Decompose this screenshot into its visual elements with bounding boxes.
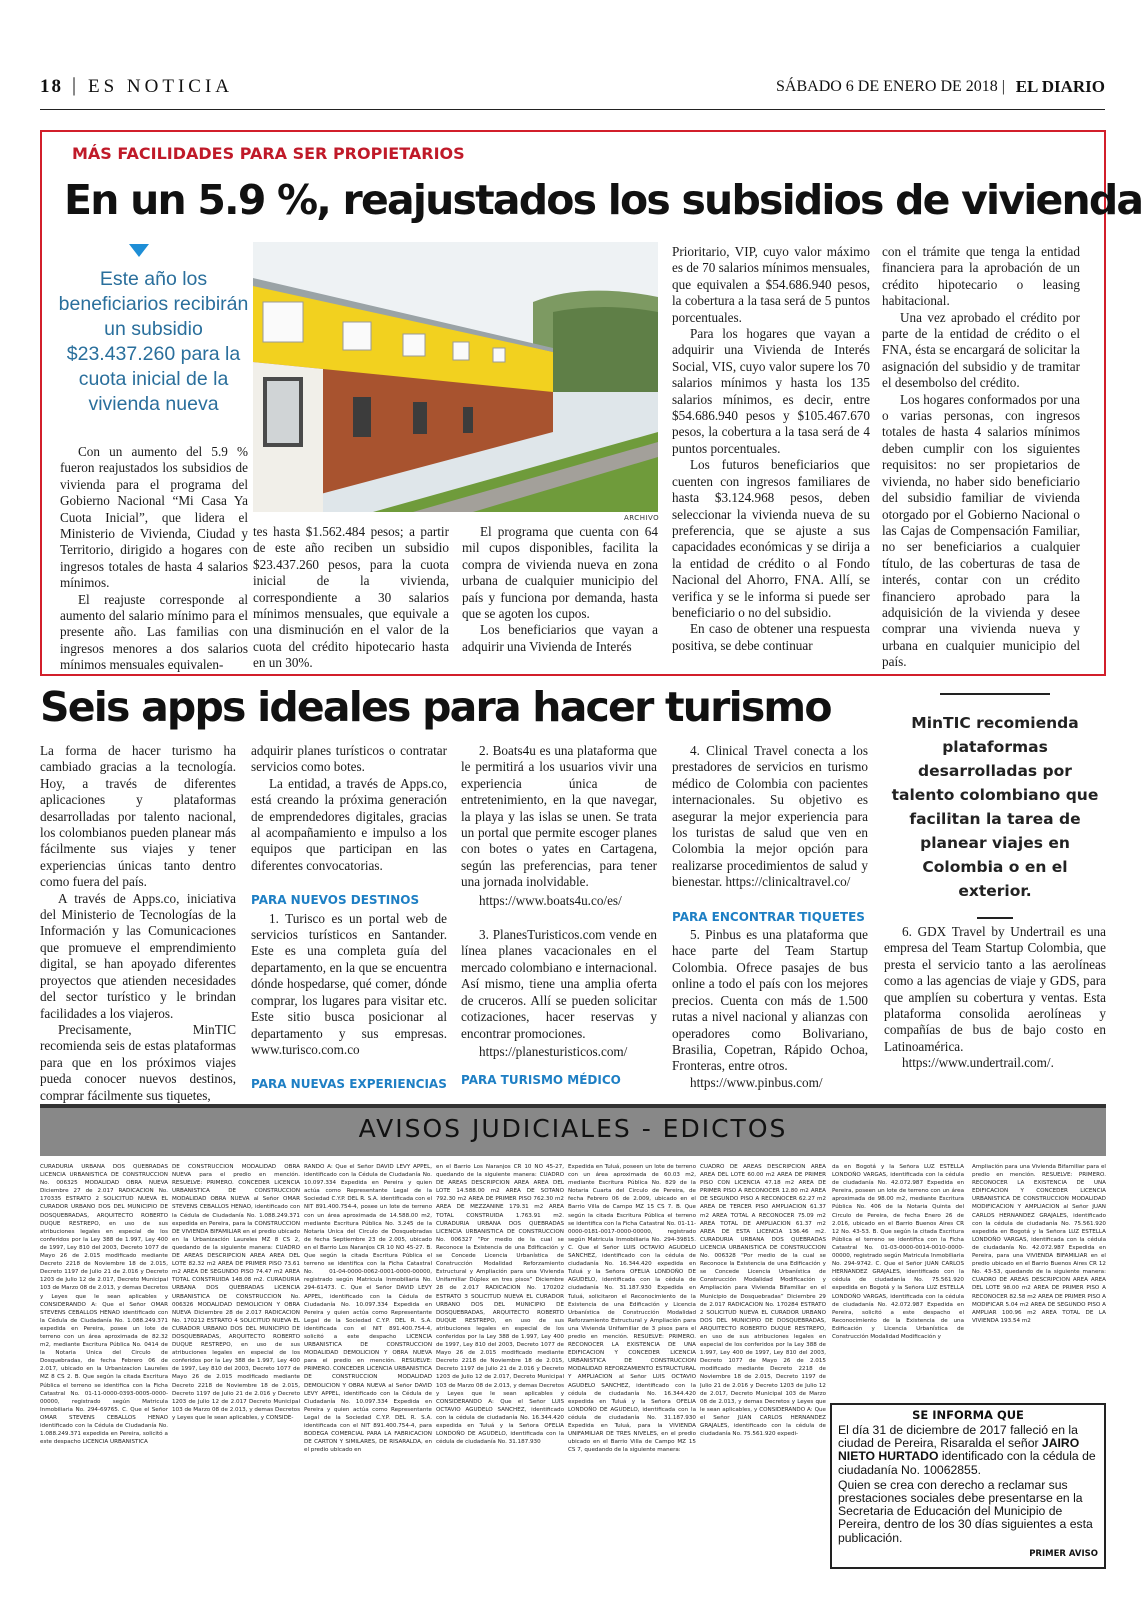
apps-column-4 — [672, 743, 868, 1091]
paragraph: adquirir planes turísticos o contratar servicios como botes. — [251, 743, 447, 775]
header-separator: | — [72, 74, 77, 96]
sidebar-quote — [884, 693, 1106, 919]
legal-column-4: en el Barrio Los Naranjos CR 10 NO 45-27, quedando de la siguiente manera: CUADRO DE AREAS DESCRIPCION AREA AREA DEL LOTE 14.588.00 m2 AREA DE SOTANO 792.30 m2 AREA DE PRIMER PISO 762.30 m2 AREA DE MEZZANINE 179.31 m2 AREA TOTAL CONSTRUIDA 1.763.91 m2. CURADURIA URBANA DOS QUEBRADAS LICENCIA URBANISTICA DE CONSTRUCCION No. 006327 “Por medio de la cual se Reconoce la Existencia de una Edificación y se Concede Licencia Urbanística de Construcción Modalidad Reforzamiento Estructural y Ampliación para una Vivienda Unifamiliar Dúplex en tres pisos” Diciembre 28 de 2.017 RADICACION No. 170202 ESTRATO 3 SOLICITUD NUEVA EL CURADOR URBANO DOS DEL MUNICIPIO DE DOSQUEBRADAS, ARQUITECTO ROBERTO DUQUE RESTREPO, en uso de sus atribuciones legales en especial de los conferidos por la Ley 388 de 1.997, Ley 400 de 1997, Ley 810 del 2003, Decreto 1077 de Mayo 26 de 2.015 modificado mediante Decreto 2218 de Noviembre 18 de 2.015, Decreto 1197 de Julio 21 de 2.016 y Decreto 1203 de Julio 12 de 2.017, Decreto Municipal 103 de Marzo 08 de 2.013, y demas Decretos y Leyes que le sean aplicables y CONSIDERANDO A: Que el Señor LUIS OCTAVIO AGUDELO SANCHEZ, identificado con la cédula de ciudadanía No. 16.344.420 expedida en Tuluá y la Señora OFELIA LONDOÑO DE AGUDELO, identificada con la cédula de ciudadanía No. 31.187.930 — [436, 1164, 564, 1446]
paragraph: Prioritario, VIP, cuyo valor máximo es de 70 salarios mínimos mensuales, que equivalen a $54.686.940 pesos, la cobertura a la tasa será de 5 puntos porcentuales. — [672, 244, 870, 325]
paragraph: 1. Turisco es un portal web de servicios turísticos en Santander. Este es una completa guía del departamento, en la que se encuentra dónde hospedarse, qué comer, dónde comprar, los lugares para visitar etc. Este sitio busca posicionar al departamento y sus empresas. www.turisco.com.co — [251, 910, 447, 1057]
story-column-3 — [462, 524, 658, 655]
paragraph: 3. PlanesTuristicos.com vende en línea planes vacacionales en el mercado colombiano e internacional. Así mismo, tiene una amplia oferta de cruceros. Allí se pueden solicitar cotizaciones, hacer reservas y encontrar promociones. — [461, 927, 657, 1041]
paragraph: Con un aumento del 5.9 % fueron reajustados los subsidios de vivienda para el programa del Gobierno Nacional “Mi Casa Ya Cuota Inicial”, que lidera el Ministerio de Vivienda, Ciudad y Territorio, dirigido a hogares con ingresos totales de hasta 4 salarios mínimos. — [60, 444, 248, 591]
paragraph: tes hasta $1.562.484 pesos; a partir de este año reciben un subsidio $23.437.260 pesos, para la cuota inicial de la vivienda, correspondiente a 30 salarios mínimos mensuales, que equivale a una disminución en el valor de la cuota del crédito hipotecario hasta en un 30%. — [253, 524, 449, 671]
apps-column-3 — [461, 743, 657, 1089]
sidebar-rule-top — [940, 693, 1050, 695]
paragraph: 6. GDX Travel by Undertrail es una empresa del Team Startup Colombia, que presta el servicio tanto a las aerolíneas como a las agencias de viaje y GDS, para que amplíen su cobertura y ventas. Esta plataforma consolida aerolíneas y compañías de bus de bajo costo en Latinoamérica. — [884, 924, 1106, 1054]
paragraph: La forma de hacer turismo ha cambiado gracias a la tecnología. Hoy, a través de diferentes aplicaciones y plataformas desarrolladas por talento nacional, los colombianos pueden planear más fácilmente sus viajes y tener experiencias únicas tanto dentro como fuera del país. — [40, 743, 236, 890]
legal-column-2: DE CONSTRUCCION MODALIDAD OBRA NUEVA para el predio en mención. RESUELVE: PRIMERO. CONCEDER LICENCIA URBANISTICA DE CONSTRUCCION MODALIDAD OBRA NUEVA al Señor OMAR STEVENS CEBALLOS HENAO, identificado con la Cédula de Ciudadanía No. 1.088.249.371 expedida en Pereira, para la CONSTRUCCION DE VIVIENDA BIFAMILIAR en el predio ubicado en la Urbanización Laureles MZ 8 CS 2, quedando de la siguiente manera: CUADRO DE AREAS DESCRIPCION AREA AREA DEL LOTE 82.32 m2 AREA DE PRIMER PISO 73.61 m2 AREA DE SEGUNDO PISO 74.47 m2 AREA TOTAL CONSTRUIDA 148.08 m2. CURADURIA URBANA DOS QUEBRADAS LICENCIA URBANISTICA DE CONSTRUCCION No. 006326 MODALIDAD DEMOLICION Y OBRA NUEVA Diciembre 28 de 2.017 RADICACION No. 170212 ESTRATO 4 SOLICITUD NUEVA EL CURADOR URBANO DOS DEL MUNICIPIO DE DOSQUEBRADAS, ARQUITECTO ROBERTO DUQUE RESTREPO, en uso de sus atribuciones legales en especial de los conferidos por la Ley 388 de 1.997, Ley 400 de 1997, Ley 810 del 2003, Decreto 1077 de Mayo 26 de 2.015 modificado mediante Decreto 2218 de Noviembre 18 de 2.015, Decreto 1197 de Julio 21 de 2.016 y Decreto 1203 de Julio 12 de 2.017 Decreto Municipal 103 de Marzo 08 de 2.013, y demas Decretos y Leyes que le sean aplicables, y CONSIDE- — [172, 1164, 300, 1421]
paragraph: 5. Pinbus es una plataforma que hace parte del Team Startup Colombia. Ofrece pasajes de bus online a todo el país con los mejores precios. Cuenta con más de 1.500 rutas a nivel nacional y alianzas con operadores como Bolivariano, Brasilia, Copetran, Rápido Ochoa, Fronteras, entre otros. — [672, 927, 868, 1074]
page-number: 18 — [40, 76, 63, 97]
banner-top-rule — [40, 1104, 1106, 1108]
apps-column-2 — [251, 743, 447, 1093]
paragraph: Los futuros beneficiarios que cuenten con ingresos familiares de hasta $3.124.968 pesos, deben seleccionar la vivienda nueva de su preferencia, que se ajuste a sus capacidades económicas y se dirija a la entidad de crédito o al Fondo Nacional del Ahorro, FNA. Allí, se verifica y se le informa si puede ser beneficiario o no del subsidio. — [672, 457, 870, 620]
legal-notices-title: AVISOS JUDICIALES - EDICTOS — [358, 1114, 788, 1143]
issue-date: SÁBADO 6 DE ENERO DE 2018 | — [776, 78, 1005, 95]
story-headline: En un 5.9 %, reajustados los subsidios de vivienda — [64, 176, 1143, 224]
legal-column-5: Expedida en Tuluá, poseen un lote de terreno con un área aproximada de 60.03 m2, mediante Escritura Pública No. 829 de la Notaria Cuarta del Circulo de Pereira, de fecha Febrero 06 de 2.009, ubicado en el Barrio Villa de Campo MZ 15 CS 7. B. Que según la citada Escritura Pública el terreno se identifica con la Ficha Catastral No. 01-11-0000-0181-0017-0000-00000, registrado según Matricula Inmobiliaria No. 294-39815. C. Que el Señor LUIS OCTAVIO AGUDELO SANCHEZ, identificado con la cédula de ciudadanía No. 16.344.420 expedida en Tuluá y la Señora OFELIA LONDOÑO DE AGUDELO, identificada con la cédula de ciudadanía No. 31.187.930 Expedida en Tuluá, solicitaron el Reconocimiento de la Existencia de una Edificación y Licencia Urbanística de Construcción Modalidad Reforzamiento Estructural y Ampliación para una Vivienda Unifamiliar de 3 pisos para el predio en mención. RESUELVE: PRIMERO. RECONOCER LA EXISTENCIA DE UNA EDIFICACION Y CONCEDER LICENCIA URBANISTICA DE CONSTRUCCION MODALIDAD REFORZAMIENTO ESTRUCTURAL Y AMPLIACION al Señor LUIS OCTAVIO AGUDELO SANCHEZ, identificado con la cédula de ciudadanía No. 16.344.420 expedida en Tuluá y la Señora OFELIA LONDOÑO DE AGUDELO, identificada con la cédula de ciudadanía No. 31.187.930 Expedida en Tuluá, para la VIVIENDA UNIFAMILIAR DE TRES NIVELES, en el predio ubicado en el Barrio Villa de Campo MZ 15 CS 7, quedando de la siguiente manera: — [568, 1164, 696, 1454]
paragraph: La entidad, a través de Apps.co, está creando la próxima generación de emprendedores digitales, gracias al acompañamiento e impulso a los equipos que participan en las diferentes convocatorias. — [251, 775, 447, 873]
legal-column-8: Ampliación para una Vivienda Bifamiliar para el predio en mención. RESUELVE: PRIMERO. RECONOCER LA EXISTENCIA DE UNA EDIFICACION Y CONCEDER LICENCIA URBANISTICA DE CONSTRUCCION MODALIDAD MODIFICACION Y AMPLIACION al Señor JUAN CARLOS HERNANDEZ GRAJALES, identificado con la cédula de ciudadanía No. 75.561.920 expedida en Bogotá y la Señora LUZ ESTELLA LONDOÑO VARGAS, identificada con la cédula de ciudadanía No. 42.072.987 Expedida en Pereira, para una VIVIENDA BIFAMILIAR en el predio ubicado en el Barrio Buenos Aires CR 12 No. 43-53, quedando de la siguiente manera: CUADRO DE AREAS DESCRIPCION AREA AREA DEL LOTE 98.00 m2 AREA DE PRIMER PISO A RECONOCER 82.58 m2 AREA DE PRIMER PISO A MODIFICAR 5.04 m2 AREA DE SEGUNDO PISO A AMPLIAR 100.96 m2 AREA TOTAL DE LA VIVIENDA 193.54 m2 — [972, 1164, 1106, 1324]
link-undertrail[interactable]: https://www.undertrail.com/. — [902, 1055, 1054, 1071]
apps-column-5 — [884, 924, 1106, 1072]
notice-text: El día 31 de diciembre de 2017 falleció en la ciudad de Pereira, Risaralda el señor — [838, 1423, 1078, 1451]
housing-photo-image — [253, 242, 658, 512]
notice-text: identificado con la cédula de ciudadanía No. 10062855. — [838, 1449, 1096, 1477]
page-header — [40, 70, 1105, 110]
legal-column-6: CUADRO DE AREAS DESCRIPCION AREA AREA DEL LOTE 60.00 m2 AREA DE PRIMER PISO CON LICENCIA 47.18 m2 AREA DE PRIMER PISO A RECONOCER 12.80 m2 AREA DE SEGUNDO PISO A RECONOCER 62.27 m2 AREA DE TERCER PISO AMPLIACION 61.37 m2 AREA TOTAL A RECONOCER 75.09 m2 AREA TOTAL DE AMPLIACION 61.37 m2 AREA DE ESTA LICENCIA 136.46 m2. CURADURIA URBANA DOS QUEBRADAS LICENCIA URBANISTICA DE CONSTRUCCION No. 006328 “Por medio de la cual se Reconoce la Existencia de una Edificación y se Concede Licencia Urbanística de Construcción Modalidad Modificación y Ampliación para Vivienda Bifamiliar en el Municipio de Dosquebradas” Diciembre 29 de 2.017 RADICACION No. 170284 ESTRATO 2 SOLICITUD NUEVA EL CURADOR URBANO DOS DEL MUNICIPIO DE DOSQUEBRADAS, ARQUITECTO ROBERTO DUQUE RESTREPO, en uso de sus atribuciones legales en especial de los conferidos por la Ley 388 de 1.997, Ley 400 de 1997, Ley 810 del 2003, Decreto 1077 de Mayo 26 de 2.015 modificado mediante Decreto 2218 de Noviembre 18 de 2.015, Decreto 1197 de Julio 21 de 2.016 y Decreto 1203 de Julio 12 de 2.017, Decreto Municipal 103 de Marzo 08 de 2.013, y demas Decretos y Leyes que le sean aplicables, y CONSIDERANDO A: Que el Señor JUAN CARLOS HERNANDEZ GRAJALES, identificado con la cédula de ciudadanía No. 75.561.920 expedi- — [700, 1164, 826, 1438]
paragraph: El programa que cuenta con 64 mil cupos disponibles, facilita la compra de vivienda nueva en zona urbana de cualquier municipio del país y funciona por demanda, hasta que se agoten los cupos. — [462, 524, 658, 622]
section-name: ES NOTICIA — [88, 76, 234, 97]
newspaper-brand: EL DIARIO — [1015, 77, 1105, 96]
apps-column-1 — [40, 743, 236, 1104]
apps-story-headline: Seis apps ideales para hacer turismo — [40, 683, 831, 731]
paragraph: Una vez aprobado el crédito por parte de la entidad de crédito o el FNA, ésta se encargará de solicitar la asignación del subsidio y de tramitar el desembolso del crédito. — [882, 309, 1080, 391]
subhead-nuevos-destinos: PARA NUEVOS DESTINOS — [251, 893, 420, 908]
photo-credit: ARCHIVO — [624, 514, 660, 522]
story-column-5 — [882, 244, 1080, 671]
subhead-nuevas-experiencias: PARA NUEVAS EXPERIENCIAS — [251, 1077, 447, 1092]
notice-footer: PRIMER AVISO — [1029, 1548, 1098, 1559]
pull-quote-triangle-icon — [129, 244, 149, 257]
notice-name: JAIRO NIETO HURTADO — [838, 1436, 1080, 1464]
paragraph: Para los hogares que vayan a adquirir una Vivienda de Interés Social, VIS, cuyo valor supere los 70 salarios mínimos y hasta los 135 salarios mínimos, es decir, entre $54.686.940 pesos y $105.467.670 pesos, la cobertura a la tasa será de 4 puntos porcentuales. — [672, 326, 870, 456]
notice-heading: SE INFORMA QUE — [912, 1408, 1024, 1422]
paragraph: con el trámite que tenga la entidad financiera para la aprobación de un crédito hipotecario o leasing habitacional. — [882, 244, 1080, 309]
paragraph: El reajuste corresponde al aumento del salario mínimo para el presente año. Las familias con ingresos menores a dos salarios mínimos mensuales equivalen- — [60, 591, 248, 673]
story-column-4 — [672, 244, 870, 654]
sidebar-text: MinTIC recomienda plataformas desarrolladas por talento colombiano que facilitan la tarea de planear viajes en Colombia o en el exterior. — [891, 714, 1099, 900]
sidebar-rule-bottom — [977, 917, 1013, 919]
subhead-turismo-medico: PARA TURISMO MÉDICO — [461, 1073, 621, 1088]
legal-notices-banner — [40, 1104, 1106, 1156]
link-boats4u[interactable]: https://www.boats4u.co/es/ — [479, 892, 622, 908]
death-notice — [830, 1403, 1106, 1569]
pull-quote: Este año los beneficiarios recibirán un subsidio $23.437.260 para la cuota inicial de la vivienda nueva — [58, 268, 249, 415]
link-pinbus[interactable]: https://www.pinbus.com/ — [690, 1074, 823, 1090]
paragraph: En caso de obtener una respuesta positiva, se debe continuar — [672, 621, 870, 653]
paragraph: Precisamente, MinTIC recomienda seis de estas plataformas para que en los próximos viajes pueda conocer nuevos destinos, comprar fácilmente sus tiquetes, — [40, 1021, 236, 1103]
subhead-encontrar-tiquetes: PARA ENCONTRAR TIQUETES — [672, 909, 865, 924]
story-column-2 — [253, 524, 449, 672]
legal-column-1: CURADURIA URBANA DOS QUEBRADAS LICENCIA URBANISTICA DE CONSTRUCCION No. 006325 MODALIDAD OBRA NUEVA Diciembre 27 de 2.017 RADICACION No. 170335 ESTRATO 2 SOLICITUD NUEVA EL CURADOR URBANO DOS DEL MUNICIPIO DE DOSQUEBRADAS, ARQUITECTO ROBERTO DUQUE RESTREPO, en uso de sus atribuciones legales en especial de los conferidos por la Ley 388 de 1.997, Ley 400 de 1997, Ley 810 del 2003, Decreto 1077 de Mayo 26 de 2.015 modificado mediante Decreto 2218 de Noviembre 18 de 2.015, Decreto 1197 de Julio 21 de 2.016 y Decreto 1203 de Julio 12 de 2.017, Decreto Municipal 103 de Marzo 08 de 2.013, y demas Decretos y Leyes que le sean aplicables y CONSIDERANDO A: Que el Señor OMAR STEVENS CEBALLOS HENAO identificado con la Cédula de Ciudadanía No. 1.088.249.371 expedida en Pereira, posee un lote de terreno con un área aproximada de 82.32 m2, mediante Escritura Pública No. 0414 de la Notaria Unica del Circulo de Dosquebradas, de fecha Febrero 06 de 2.017, ubicado en la Urbanizacion Laureles MZ 8 CS 2. B. Que según la citada Escritura Pública el terreno se identifica con la Ficha Catastral No. 01-11-0000-0393-0005-0000-00000, registrado según Matricula Inmobiliaria No. 294-69765. C. Que el Señor OMAR STEVENS CEBALLOS HENAO identificado con la Cédula de Ciudadanía No. 1.088.249.371 expedida en Pereira, solicitó a este despacho LICENCIA URBANISTICA — [40, 1164, 168, 1446]
legal-column-3: RANDO A: Que el Señor DAVID LEVY APPEL, identificado con la Cédula de Ciudadanía No. 10.097.334 Expedida en Pereira y quien actúa como Representante Legal de la Sociedad C.Y.P. DEL R. S.A. identificada con el NIT 891.400.754-4, posee un lote de terreno con un área aproximada de 14.588.00 m2, mediante Escritura Pública No. 3.245 de la Notaria Unica del Circulo de Dosquebradas de fecha Septiembre 23 de 2.005, ubicado en el Barrio Los Naranjos CR 10 NO 45-27. B. Que según la citada Escritura Pública el terreno se identifica con la Ficha Catastral No. 01-04-0000-0062-0001-0000-00000, registrado según Matricula Inmobiliaria No. 294-61473. C. Que el Señor DAVID LEVY APPEL, identificado con la Cédula de Ciudadanía No. 10.097.334 Expedida en Pereira y quien actúa como Representante Legal de la Sociedad C.Y.P. DEL R. S.A. identificada con el NIT 891.400.754-4, solicitó a este despacho LICENCIA URBANISTICA DE CONSTRUCCION MODALIDAD DEMOLICION Y OBRA NUEVA para el predio en mención. RESUELVE: PRIMERO. CONCEDER LICENCIA URBANISTICA DE CONSTRUCCION MODALIDAD DEMOLICION Y OBRA NUEVA al Señor DAVID LEVY APPEL, identificado con la Cédula de Ciudadanía No. 10.097.334 Expedida en Pereira y quien actúa como Representante Legal de la Sociedad C.Y.P. DEL R. S.A. identificada con el NIT 891.400.754-4, para BODEGA COMERCIAL PARA LA FABRICACION DE CARTON Y SIMILARES, DE RISARALDA, en el predio ubicado en — [304, 1164, 432, 1454]
paragraph: Los beneficiarios que vayan a adquirir una Vivienda de Interés — [462, 622, 658, 654]
notice-body-2: Quien se crea con derecho a reclamar sus prestaciones sociales debe presentarse en la Secretaria de Educación del Municipio de Pereira, dentro de los 30 días siguientes a esta publicación. — [838, 1477, 1093, 1545]
legal-column-7: da en Bogotá y la Señora LUZ ESTELLA LONDOÑO VARGAS, identificada con la cédula de ciudadanía No. 42.072.987 Expedida en Pereira, poseen un lote de terreno con un área aproximada de 98.00 m2, mediante Escritura Pública No. 406 de la Notaria Quinta del Circulo de Pereira, de fecha Enero 26 de 2.016, ubicado en el Barrio Buenos Aires CR 12 No. 43-53. B. Que según la citada Escritura Pública el terreno se identifica con la Ficha Catastral No. 01-03-0000-0014-0010-0000-00000, registrado según Matricula Inmobiliaria No. 294-9742. C. Que el Señor JUAN CARLOS HERNANDEZ GRAJALES, identificado con la cédula de ciudadanía No. 75.561.920 expedida en Bogotá y la Señora LUZ ESTELLA LONDOÑO VARGAS, identificada con la cédula de ciudadanía No. 42.072.987 Expedida en Pereira, solicitó a este despacho el Reconocimiento de la Existencia de una Edificación y Licencia Urbanística de Construcción Modalidad Modificación y — [832, 1164, 964, 1340]
paragraph: A través de Apps.co, iniciativa del Ministerio de Tecnologías de la Información y las Comunicaciones que promueve el emprendimiento digital, se han apoyado diferentes proyectos que atienden necesidades del sector turístico y le brindan facilidades a los viajeros. — [40, 890, 236, 1021]
housing-photo — [253, 242, 658, 512]
story-column-1 — [60, 444, 248, 674]
notice-body — [838, 1424, 1098, 1477]
paragraph: 4. Clinical Travel conecta a los prestadores de servicios en turismo médico de Colombia con pacientes internacionales. Su objetivo es asegurar la mejor experiencia para los turistas de salud que ven en Colombia la mejor opción para realizarse procedimientos de salud y bienestar. https://clinicaltravel.co/ — [672, 743, 868, 890]
paragraph: 2. Boats4u es una plataforma que le permitirá a los usuarios vivir una experiencia única de entretenimiento, en la que navegar, la playa y las islas se unen. Se trata un portal que permite escoger planes con botes o yates en Cartagena, según las preferencias, para tener una jornada inolvidable. — [461, 743, 657, 890]
housing-story-box — [40, 130, 1143, 676]
link-planesturisticos[interactable]: https://planesturisticos.com/ — [479, 1043, 628, 1059]
story-kicker: MÁS FACILIDADES PARA SER PROPIETARIOS — [72, 144, 465, 163]
paragraph: Los hogares conformados por una o varias personas, con ingresos totales de hasta 4 salarios mínimos deben cumplir con los siguientes requisitos: no ser propietarios de vivienda, no haber sido beneficiario del subsidio familiar de vivienda otorgado por el Gobierno Nacional o las Cajas de Compensación Familiar, no ser beneficiarios a cualquier título, de las coberturas de tasa de interés, contar con un crédito financiero aprobado para la adquisición de la vivienda y desee comprar una vivienda nueva y urbana en cualquier municipio del país. — [882, 391, 1080, 670]
